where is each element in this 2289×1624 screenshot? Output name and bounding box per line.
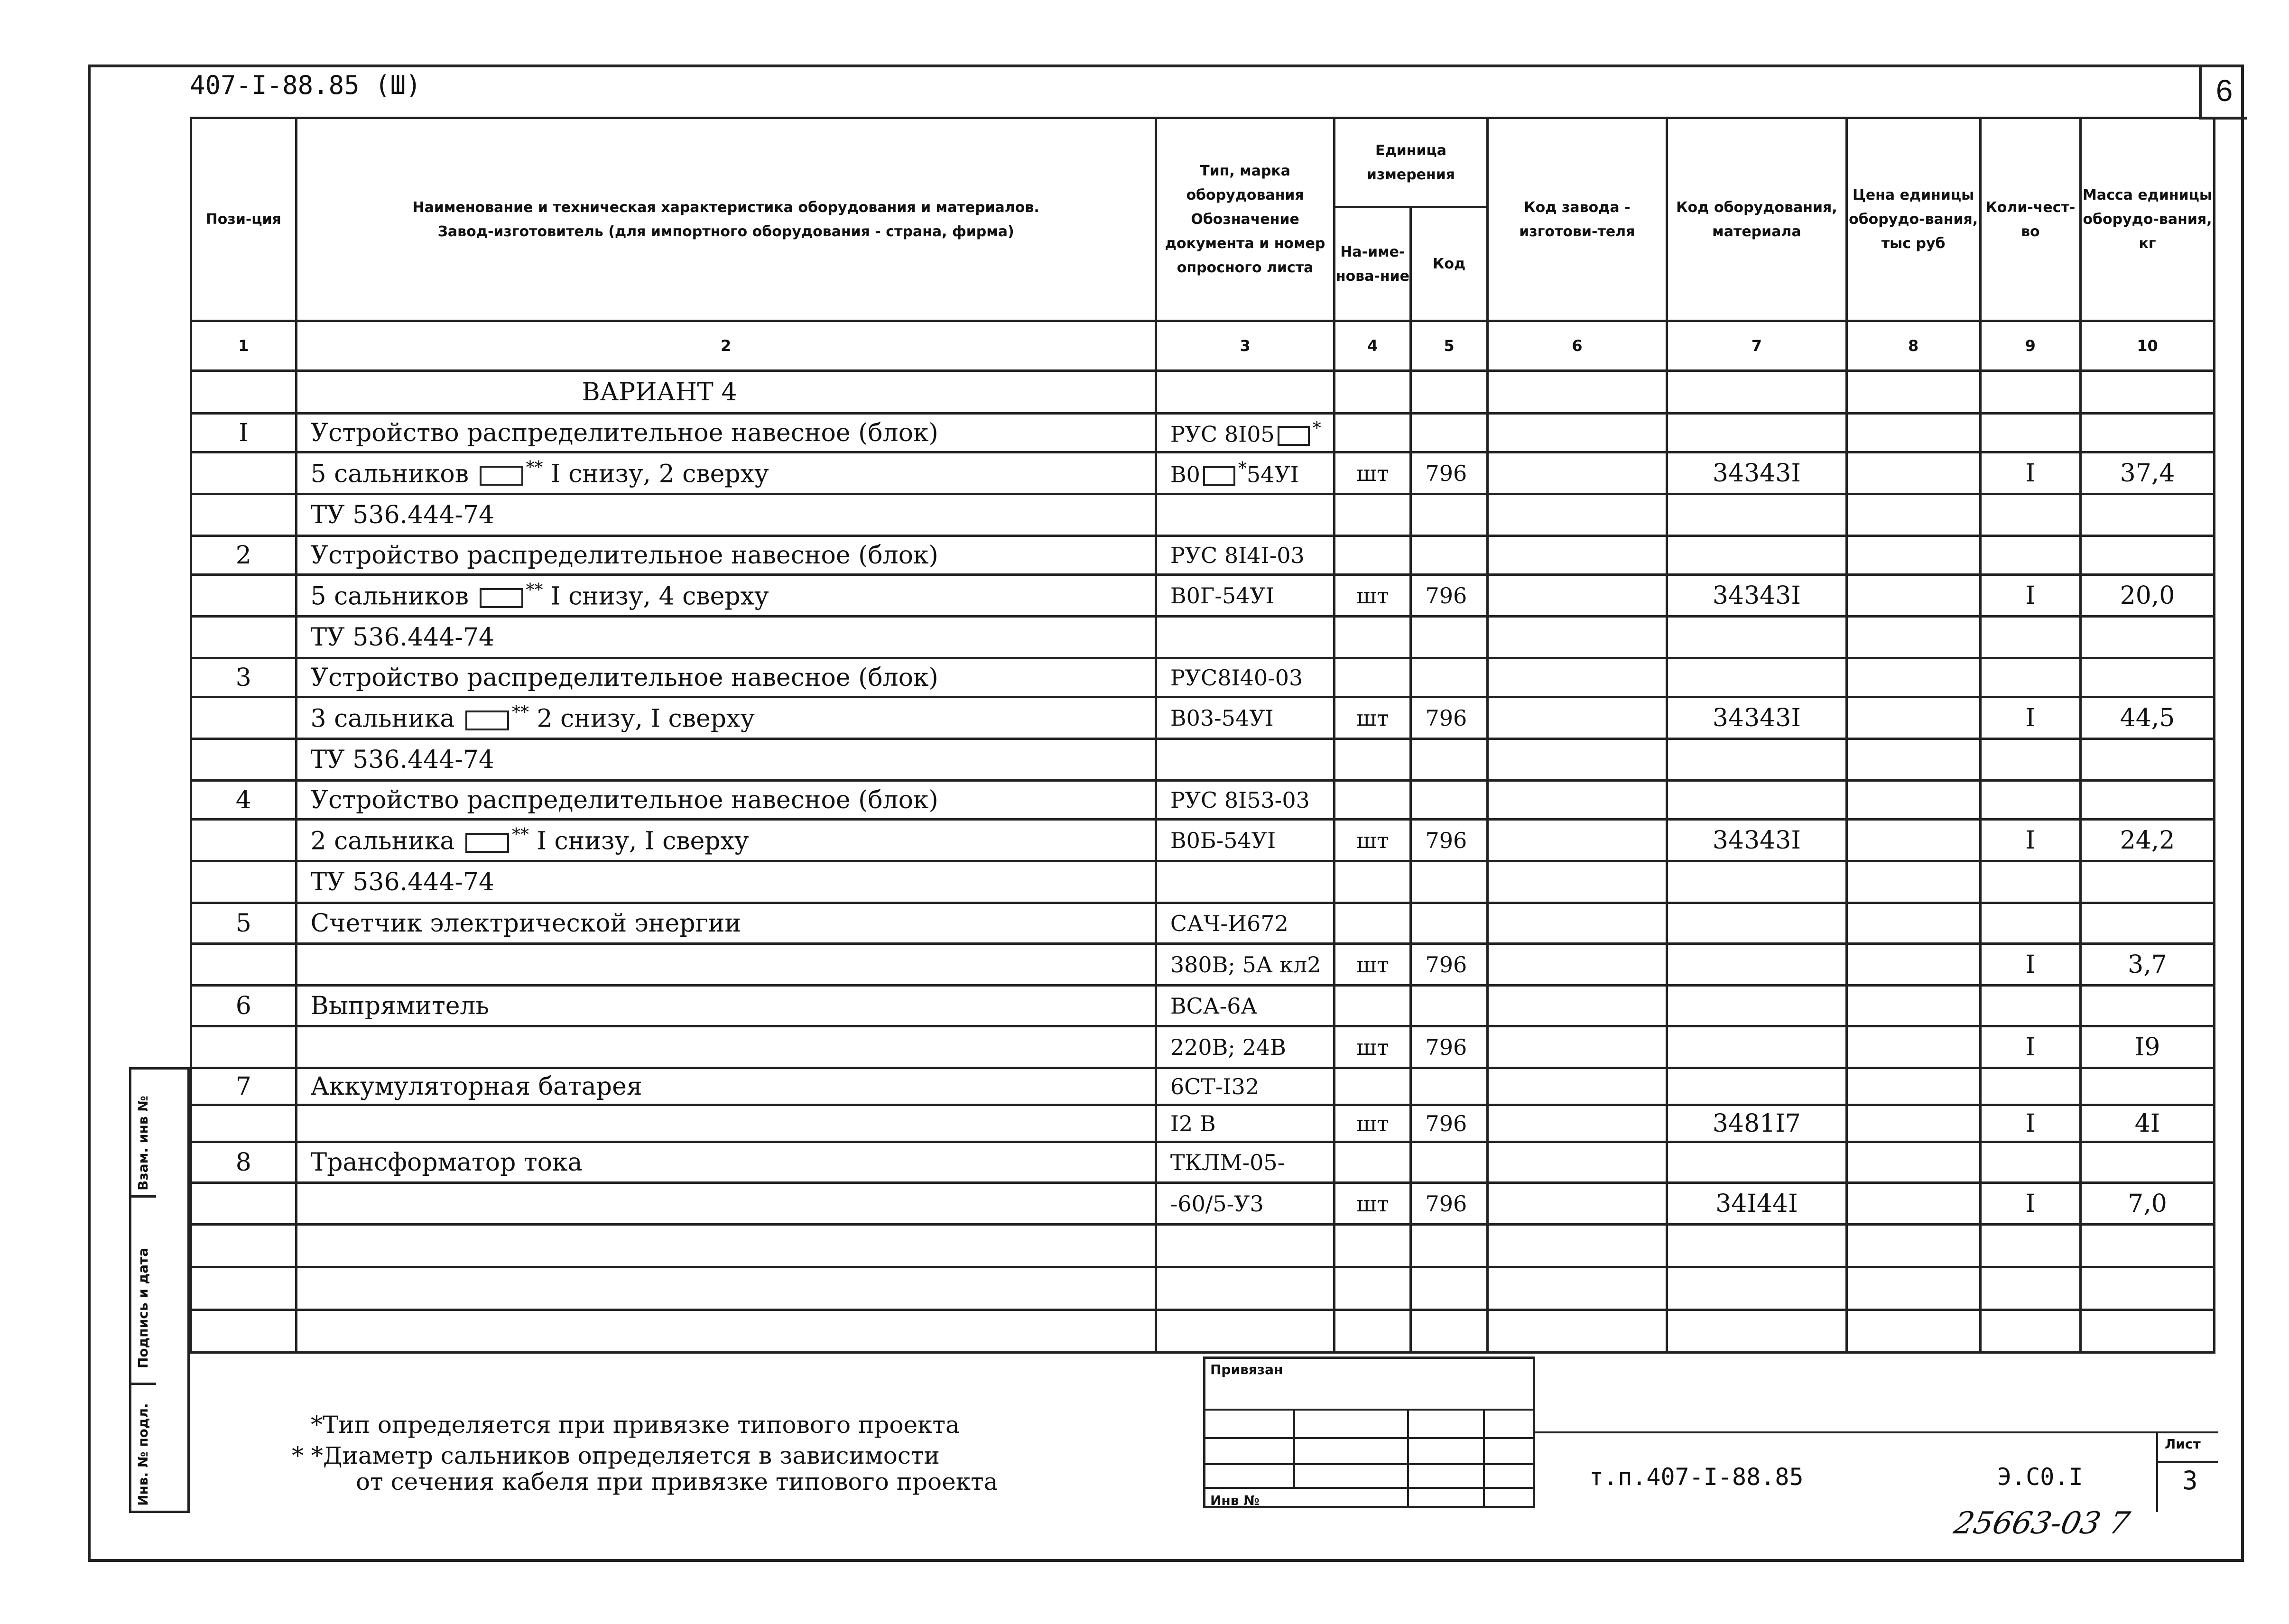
cell-name [296, 1183, 1156, 1225]
cell-unit: шт [1334, 820, 1411, 861]
table-row [191, 575, 2215, 617]
cell-name [296, 1026, 1156, 1068]
cell-unit-code: 796 [1411, 697, 1487, 739]
cell-price [1846, 536, 1980, 575]
cell-unit [1334, 494, 1411, 536]
cell-price [1846, 1183, 1980, 1225]
table-row [191, 1142, 2215, 1183]
cell-quantity: I [1980, 697, 2080, 739]
cell-equipment-code [1667, 536, 1847, 575]
cell-unit-code [1411, 414, 1487, 452]
cell-position: 7 [191, 1068, 297, 1105]
cell-price [1846, 1068, 1980, 1105]
cell-name: ТУ 536.444-74 [296, 861, 1156, 903]
col-header-price: Цена единицы оборудо-вания, тыс руб [1846, 118, 1980, 321]
cell-manufacturer-code [1487, 1026, 1667, 1068]
title-block-divider [2156, 1431, 2158, 1512]
footnote-mark: ** [511, 702, 529, 722]
cell-position: 3 [191, 658, 297, 697]
stamp-inventory-label: Инв № [1210, 1493, 1260, 1508]
cell-type [1156, 617, 1334, 658]
cell-unit: шт [1334, 452, 1411, 494]
cell-quantity [1980, 536, 2080, 575]
cell-position [191, 494, 297, 536]
table-row [191, 1105, 2215, 1142]
cell-name: 3 сальника ** 2 снизу, I сверху [296, 697, 1156, 739]
cell-quantity: I [1980, 575, 2080, 617]
cell-unit: шт [1334, 944, 1411, 986]
cell-quantity [1980, 1068, 2080, 1105]
column-numbers-row: 1 2 3 4 5 6 7 8 9 10 [191, 321, 2215, 371]
cell-name: Счетчик электрической энергии [296, 903, 1156, 944]
cell-equipment-code [1667, 1068, 1847, 1105]
cell-mass [2081, 986, 2215, 1026]
cell-position [191, 861, 297, 903]
cell-equipment-code [1667, 658, 1847, 697]
cell-manufacturer-code [1487, 820, 1667, 861]
cell-type: 6СТ-I32 [1156, 1068, 1334, 1105]
cell-unit-code [1411, 1068, 1487, 1105]
cell-type: В03-54УI [1156, 697, 1334, 739]
cell-position: I [191, 414, 297, 452]
cell-unit [1334, 861, 1411, 903]
cell-mass [2081, 739, 2215, 781]
cell-equipment-code [1667, 781, 1847, 820]
cell-manufacturer-code [1487, 617, 1667, 658]
table-row [191, 861, 2215, 903]
cell-unit-code: 796 [1411, 1105, 1487, 1142]
cell-manufacturer-code [1487, 1105, 1667, 1142]
footnote-gland-diameter: * *Диаметр сальников определяется в зависимости [292, 1442, 940, 1469]
cell-name [296, 1105, 1156, 1142]
cell-mass [2081, 861, 2215, 903]
cell-unit-code: 796 [1411, 820, 1487, 861]
sheet-value: 3 [2182, 1466, 2198, 1495]
cell-equipment-code [1667, 739, 1847, 781]
cell-manufacturer-code [1487, 944, 1667, 986]
cell-equipment-code [1667, 944, 1847, 986]
title-block-doc-code: т.п.407-I-88.85 [1589, 1463, 1804, 1491]
cell-mass: 44,5 [2081, 697, 2215, 739]
cell-type: ТКЛМ-05- [1156, 1142, 1334, 1183]
cell-unit-code [1411, 986, 1487, 1026]
cell-type: САЧ-И672 [1156, 903, 1334, 944]
cell-price [1846, 697, 1980, 739]
cell-quantity [1980, 903, 2080, 944]
cell-name: Трансформатор тока [296, 1142, 1156, 1183]
side-stamp-replacement-inv: Взам. инв № [135, 1096, 151, 1190]
cell-mass [2081, 414, 2215, 452]
sheet-number: 6 [2199, 65, 2247, 120]
side-stamp-original-inv: Инв. № подл. [135, 1403, 151, 1506]
col-header-unit-name: На-име-нова-ние [1334, 207, 1411, 321]
cell-equipment-code [1667, 617, 1847, 658]
cell-price [1846, 781, 1980, 820]
cell-type [1156, 739, 1334, 781]
cell-quantity: I [1980, 820, 2080, 861]
cell-quantity [1980, 494, 2080, 536]
cell-equipment-code: 34343I [1667, 575, 1847, 617]
table-row [191, 697, 2215, 739]
cell-type: -60/5-У3 [1156, 1183, 1334, 1225]
side-stamp [129, 1067, 190, 1513]
cell-type: 220В; 24В [1156, 1026, 1334, 1068]
blank-size-box [480, 466, 523, 486]
cell-price [1846, 739, 1980, 781]
footnote-mark: ** [526, 458, 543, 478]
cell-name: ТУ 536.444-74 [296, 617, 1156, 658]
cell-mass: 20,0 [2081, 575, 2215, 617]
cell-name: 5 сальников ** I снизу, 4 сверху [296, 575, 1156, 617]
cell-unit [1334, 986, 1411, 1026]
table-row [191, 1183, 2215, 1225]
table-row [191, 658, 2215, 697]
cell-equipment-code [1667, 903, 1847, 944]
cell-position: 5 [191, 903, 297, 944]
cell-type [1156, 861, 1334, 903]
cell-mass: 7,0 [2081, 1183, 2215, 1225]
cell-price [1846, 986, 1980, 1026]
cell-equipment-code: 34343I [1667, 697, 1847, 739]
cell-mass [2081, 903, 2215, 944]
cell-type: РУС 8I05 * [1156, 414, 1334, 452]
cell-price [1846, 452, 1980, 494]
cell-unit: шт [1334, 697, 1411, 739]
cell-position [191, 697, 297, 739]
cell-type: РУС 8I4I-03 [1156, 536, 1334, 575]
cell-equipment-code [1667, 1026, 1847, 1068]
cell-unit [1334, 903, 1411, 944]
cell-position [191, 1105, 297, 1142]
cell-quantity: I [1980, 1105, 2080, 1142]
cell-mass: 4I [2081, 1105, 2215, 1142]
cell-equipment-code: 34343I [1667, 452, 1847, 494]
specification-table [190, 117, 2215, 1354]
cell-manufacturer-code [1487, 697, 1667, 739]
table-row [191, 536, 2215, 575]
cell-quantity [1980, 986, 2080, 1026]
cell-quantity [1980, 414, 2080, 452]
footnote-mark: ** [511, 825, 529, 845]
cell-price [1846, 861, 1980, 903]
cell-unit-code: 796 [1411, 1183, 1487, 1225]
cell-unit: шт [1334, 575, 1411, 617]
cell-quantity: I [1980, 944, 2080, 986]
table-row [191, 739, 2215, 781]
cell-position: 4 [191, 781, 297, 820]
cell-type: I2 В [1156, 1105, 1334, 1142]
table-row [191, 820, 2215, 861]
cell-price [1846, 414, 1980, 452]
table-row [191, 781, 2215, 820]
cell-position: 8 [191, 1142, 297, 1183]
binding-stamp [1203, 1356, 1535, 1508]
table-row [191, 1068, 2215, 1105]
col-header-equipment-code: Код оборудования, материала [1667, 118, 1847, 321]
table-body [191, 414, 2215, 1225]
cell-position [191, 739, 297, 781]
cell-quantity: I [1980, 1183, 2080, 1225]
cell-unit-code: 796 [1411, 575, 1487, 617]
cell-quantity [1980, 617, 2080, 658]
blank-row [191, 1310, 2215, 1353]
document-code: 407-I-88.85 (Ш) [190, 70, 421, 100]
col-header-quantity: Коли-чест-во [1980, 118, 2080, 321]
cell-position: 2 [191, 536, 297, 575]
cell-unit-code [1411, 903, 1487, 944]
cell-manufacturer-code [1487, 1068, 1667, 1105]
cell-mass [2081, 617, 2215, 658]
cell-equipment-code [1667, 494, 1847, 536]
cell-equipment-code: 34I44I [1667, 1183, 1847, 1225]
cell-type: В0Г-54УI [1156, 575, 1334, 617]
cell-manufacturer-code [1487, 536, 1667, 575]
cell-position [191, 944, 297, 986]
cell-type: РУС 8I53-03 [1156, 781, 1334, 820]
col-header-position: Пози-ция [191, 118, 297, 321]
blank-row [191, 1225, 2215, 1267]
cell-manufacturer-code [1487, 1183, 1667, 1225]
archive-number: 25663-03 7 [1951, 1506, 2133, 1541]
sheet-label: Лист [2165, 1436, 2201, 1452]
cell-price [1846, 1142, 1980, 1183]
cell-unit-code [1411, 1142, 1487, 1183]
blank-size-box [465, 710, 509, 730]
cell-name: ТУ 536.444-74 [296, 739, 1156, 781]
col-header-unit-code: Код [1411, 207, 1487, 321]
col-header-mass: Масса единицы оборудо-вания, кг [2081, 118, 2215, 321]
variant-title: ВАРИАНТ 4 [296, 371, 1156, 414]
cell-price [1846, 820, 1980, 861]
cell-position [191, 820, 297, 861]
cell-unit-code: 796 [1411, 452, 1487, 494]
cell-unit-code [1411, 536, 1487, 575]
cell-unit [1334, 536, 1411, 575]
cell-price [1846, 617, 1980, 658]
cell-type: В0Б-54УI [1156, 820, 1334, 861]
table-row [191, 903, 2215, 944]
table-row [191, 414, 2215, 452]
blank-size-box [465, 833, 509, 853]
cell-manufacturer-code [1487, 903, 1667, 944]
cell-mass: 24,2 [2081, 820, 2215, 861]
cell-manufacturer-code [1487, 781, 1667, 820]
cell-unit-code [1411, 781, 1487, 820]
cell-mass: 37,4 [2081, 452, 2215, 494]
blank-type-box [1278, 426, 1310, 446]
cell-name: Устройство распределительное навесное (блок) [296, 658, 1156, 697]
col-header-manufacturer-code: Код завода - изготови-теля [1487, 118, 1667, 321]
footnote-cable-section: от сечения кабеля при привязке типового проекта [356, 1468, 998, 1495]
cell-name: Устройство распределительное навесное (блок) [296, 414, 1156, 452]
cell-unit-code [1411, 617, 1487, 658]
cell-quantity [1980, 781, 2080, 820]
cell-equipment-code [1667, 986, 1847, 1026]
cell-unit: шт [1334, 1183, 1411, 1225]
cell-unit: шт [1334, 1105, 1411, 1142]
stamp-title: Привязан [1210, 1362, 1283, 1377]
footnote-mark: * [1238, 459, 1247, 479]
cell-quantity: I [1980, 452, 2080, 494]
cell-name: 2 сальника ** I снизу, I сверху [296, 820, 1156, 861]
cell-name: ТУ 536.444-74 [296, 494, 1156, 536]
cell-equipment-code: 34343I [1667, 820, 1847, 861]
cell-position: 6 [191, 986, 297, 1026]
cell-price [1846, 903, 1980, 944]
cell-manufacturer-code [1487, 1142, 1667, 1183]
cell-manufacturer-code [1487, 861, 1667, 903]
cell-unit-code [1411, 739, 1487, 781]
cell-type [1156, 494, 1334, 536]
cell-unit [1334, 781, 1411, 820]
cell-type: В0 *54УI [1156, 452, 1334, 494]
cell-unit-code [1411, 658, 1487, 697]
cell-unit: шт [1334, 1026, 1411, 1068]
blank-size-box [480, 588, 523, 608]
cell-unit-code: 796 [1411, 1026, 1487, 1068]
cell-mass: 3,7 [2081, 944, 2215, 986]
cell-quantity [1980, 1142, 2080, 1183]
cell-manufacturer-code [1487, 494, 1667, 536]
cell-equipment-code [1667, 414, 1847, 452]
table-row [191, 986, 2215, 1026]
table-row [191, 494, 2215, 536]
cell-position [191, 1183, 297, 1225]
cell-price [1846, 658, 1980, 697]
cell-quantity: I [1980, 1026, 2080, 1068]
cell-name: Выпрямитель [296, 986, 1156, 1026]
cell-unit [1334, 1142, 1411, 1183]
col-header-unit-group: Единица измерения [1334, 118, 1487, 207]
cell-mass [2081, 658, 2215, 697]
cell-manufacturer-code [1487, 986, 1667, 1026]
cell-manufacturer-code [1487, 575, 1667, 617]
table-row [191, 617, 2215, 658]
footnote-mark: * [1312, 418, 1321, 438]
cell-manufacturer-code [1487, 658, 1667, 697]
cell-type: РУС8I40-03 [1156, 658, 1334, 697]
cell-price [1846, 494, 1980, 536]
col-header-type: Тип, марка оборудования Обозначение документа и номер опросного листа [1156, 118, 1334, 321]
cell-name: Аккумуляторная батарея [296, 1068, 1156, 1105]
cell-unit-code: 796 [1411, 944, 1487, 986]
cell-equipment-code [1667, 861, 1847, 903]
cell-position [191, 575, 297, 617]
cell-equipment-code [1667, 1142, 1847, 1183]
cell-unit-code [1411, 494, 1487, 536]
cell-mass [2081, 781, 2215, 820]
cell-mass [2081, 494, 2215, 536]
variant-row [191, 371, 2215, 414]
cell-unit-code [1411, 861, 1487, 903]
cell-type: 380В; 5А кл2 [1156, 944, 1334, 986]
cell-mass [2081, 1142, 2215, 1183]
cell-price [1846, 944, 1980, 986]
cell-mass [2081, 1068, 2215, 1105]
cell-price [1846, 1026, 1980, 1068]
cell-equipment-code: 3481I7 [1667, 1105, 1847, 1142]
table-row [191, 944, 2215, 986]
cell-quantity [1980, 739, 2080, 781]
cell-unit [1334, 739, 1411, 781]
blank-row [191, 1267, 2215, 1310]
cell-unit [1334, 658, 1411, 697]
cell-name: Устройство распределительное навесное (блок) [296, 781, 1156, 820]
cell-mass [2081, 536, 2215, 575]
cell-position [191, 452, 297, 494]
header-row [191, 118, 2215, 207]
table-row [191, 452, 2215, 494]
cell-quantity [1980, 861, 2080, 903]
cell-position [191, 1026, 297, 1068]
footnote-mark: ** [526, 580, 543, 600]
cell-manufacturer-code [1487, 452, 1667, 494]
table-row [191, 1026, 2215, 1068]
cell-unit [1334, 414, 1411, 452]
footnote-type: *Тип определяется при привязке типового проекта [311, 1411, 960, 1439]
cell-unit [1334, 1068, 1411, 1105]
cell-unit [1334, 617, 1411, 658]
title-block-doc-id: Э.С0.I [1997, 1463, 2083, 1491]
cell-price [1846, 575, 1980, 617]
cell-position [191, 617, 297, 658]
cell-type: ВСА-6А [1156, 986, 1334, 1026]
cell-name: Устройство распределительное навесное (блок) [296, 536, 1156, 575]
cell-name: 5 сальников ** I снизу, 2 сверху [296, 452, 1156, 494]
cell-manufacturer-code [1487, 414, 1667, 452]
col-header-name: Наименование и техническая характеристика оборудования и материалов. Завод-изготовитель (для импортного оборудования - страна, фирма) [296, 118, 1156, 321]
side-stamp-signature-date: Подпись и дата [135, 1247, 151, 1368]
blank-type-box [1203, 466, 1235, 486]
cell-quantity [1980, 658, 2080, 697]
cell-price [1846, 1105, 1980, 1142]
cell-mass: I9 [2081, 1026, 2215, 1068]
title-block-line [1535, 1431, 2218, 1433]
cell-name [296, 944, 1156, 986]
cell-manufacturer-code [1487, 739, 1667, 781]
